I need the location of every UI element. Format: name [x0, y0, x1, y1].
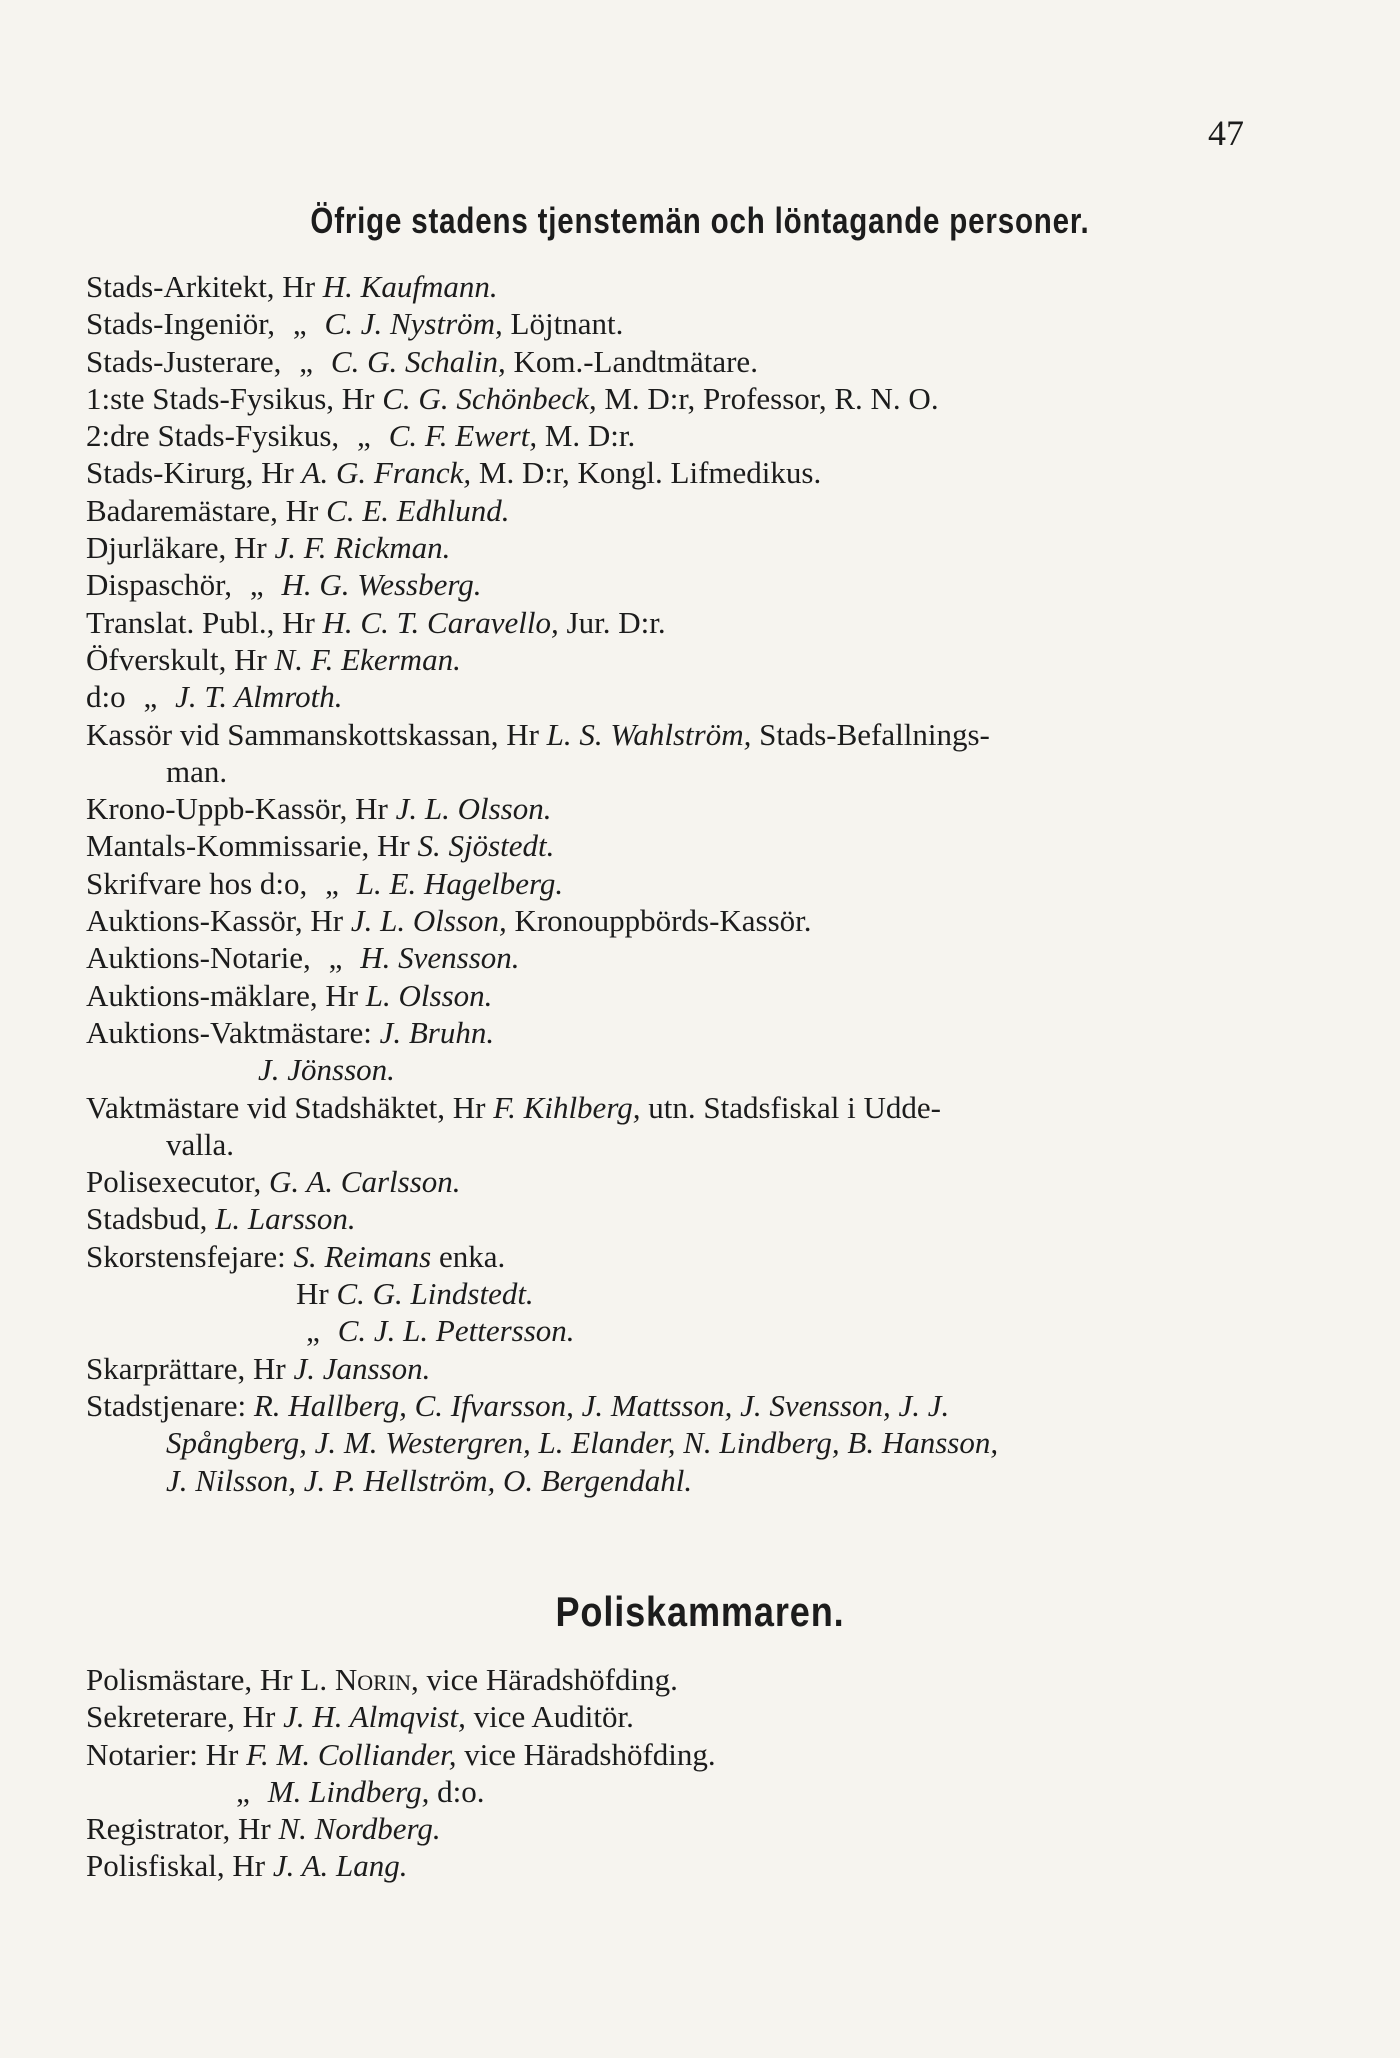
person-name: H. G. Wessberg. [281, 567, 482, 603]
entry-line [86, 1014, 1326, 1051]
entry-line [86, 1312, 1326, 1349]
person-name: J. A. Lang. [272, 1848, 408, 1884]
entry-line [86, 716, 1326, 753]
entry-line [86, 1126, 1326, 1163]
person-name: L. Larsson. [215, 1201, 356, 1237]
entry-line [86, 604, 1326, 641]
person-name: C. J. Nyström, [324, 306, 503, 342]
entry-title: Stadstjenare: [86, 1387, 247, 1423]
entry-line [86, 678, 1326, 715]
person-name: H. Kaufmann. [322, 269, 498, 304]
entry-line [86, 753, 1326, 790]
person-name: F. M. Colliander, [246, 1736, 457, 1772]
entry-line [86, 641, 1326, 678]
poliskammaren-list [86, 1661, 1326, 1885]
person-name: S. Reimans [293, 1238, 432, 1274]
person-name: J. Bruhn. [379, 1014, 495, 1050]
person-name: C. G. Schalin, [330, 343, 506, 379]
entry-line [86, 1462, 1326, 1499]
person-name: J. L. Olsson. [395, 791, 552, 827]
entry-title: Auktions-Vaktmästare: [86, 1014, 372, 1050]
person-name: J. Nilsson, J. P. Hellström, O. Bergendahl. [166, 1462, 693, 1498]
entry-line [86, 1773, 1326, 1810]
entry-line [86, 1238, 1326, 1275]
person-name: R. Hallberg, C. Ifvarsson, J. Mattsson, J. Svensson, J. J. [253, 1387, 950, 1423]
entry-note: vice Häradshöfding. [426, 1662, 678, 1697]
entry-line [86, 1661, 1326, 1698]
person-name: A. G. Franck, [301, 455, 472, 491]
ditto-mark: „ [325, 865, 339, 901]
entry-line [86, 343, 1326, 380]
entry-title: Polisfiskal, Hr [86, 1848, 266, 1884]
entry-title: man. [166, 753, 228, 789]
entry-line [86, 1200, 1326, 1237]
person-name: C. F. Ewert, [388, 418, 538, 454]
person-name: S. Sjöstedt. [417, 828, 555, 864]
person-name: C. G. Schönbeck, [382, 380, 597, 416]
entry-title: Notarier: Hr [86, 1736, 239, 1772]
person-name: L. E. Hagelberg. [356, 865, 564, 901]
ditto-mark: „ [328, 940, 343, 976]
entry-line [86, 529, 1326, 566]
entry-title: Skrifvare hos d:o, [86, 865, 308, 901]
page-number: 47 [1208, 113, 1244, 153]
entry-line [86, 1089, 1326, 1126]
entry-title: Badaremästare, Hr [86, 492, 319, 528]
entry-title: Sekreterare, Hr [86, 1699, 276, 1735]
entry-title: Stads-Ingeniör, [86, 306, 276, 342]
entry-title: d:o [86, 679, 126, 715]
person-name: N. F. Ekerman. [274, 641, 461, 677]
entry-title: valla. [166, 1126, 234, 1162]
person-name: H. Svensson. [360, 940, 520, 976]
person-name: J. Jönsson. [258, 1052, 395, 1088]
entry-title: Vaktmästare vid Stadshäktet, Hr [86, 1089, 486, 1125]
entry-line [86, 1350, 1326, 1387]
entry-title: 2:dre Stads-Fysikus, [86, 418, 340, 454]
entry-title: Skarprättare, Hr [86, 1350, 286, 1386]
entry-title: Djurläkare, Hr [86, 530, 267, 566]
entry-title: Krono-Uppb-Kassör, Hr [86, 791, 388, 827]
entry-line [86, 492, 1326, 529]
section-heading-poliskammaren: Poliskammaren. [555, 1588, 845, 1635]
entry-line [86, 1847, 1326, 1884]
entry-title: Translat. Publ., Hr [86, 604, 315, 640]
entry-title: Polismästare, Hr L. [86, 1662, 328, 1697]
person-name: N. Nordberg. [278, 1811, 441, 1847]
entry-title: Hr [296, 1276, 329, 1312]
entry-title: Registrator, Hr [86, 1811, 271, 1847]
entry-line [86, 566, 1326, 603]
person-name: J. Jansson. [293, 1350, 431, 1386]
entry-title: Öfverskult, Hr [86, 641, 267, 677]
person-name: L. Olsson. [365, 977, 493, 1013]
entry-title: Stads-Kirurg, Hr [86, 455, 294, 491]
ditto-mark: „ [299, 343, 314, 379]
person-name: H. C. T. Caravello, [322, 604, 559, 640]
entry-note: enka. [438, 1238, 506, 1274]
person-name: J. L. Olsson, [350, 903, 507, 939]
person-name: C. G. Lindstedt. [336, 1276, 534, 1312]
entry-title: Stadsbud, [86, 1201, 208, 1237]
person-name: Norin, [334, 1662, 419, 1697]
entry-line [86, 939, 1326, 976]
entry-title: Auktions-Kassör, Hr [86, 903, 344, 939]
entry-title: Auktions-Notarie, [86, 940, 311, 976]
entry-title: Skorstensfejare: [86, 1238, 286, 1274]
entry-line [86, 1698, 1326, 1735]
entry-line [86, 1163, 1326, 1200]
entry-line [86, 1424, 1326, 1461]
person-name: J. F. Rickman. [274, 530, 451, 566]
entry-line [86, 380, 1326, 417]
entry-line [86, 1736, 1326, 1773]
entry-note: M. D:r, Kongl. Lifmedikus. [478, 455, 822, 491]
entry-line [86, 305, 1326, 342]
entry-note: Löjtnant. [510, 306, 624, 342]
entry-line [86, 902, 1326, 939]
entry-line [86, 417, 1326, 454]
entry-title: Dispaschör, [86, 567, 232, 603]
officials-list [86, 268, 1326, 1499]
entry-note: Stads-Befallnings- [759, 716, 990, 752]
entry-note: utn. Stadsfiskal i Udde- [648, 1089, 941, 1125]
person-name: G. A. Carlsson. [269, 1164, 461, 1200]
entry-title: 1:ste Stads-Fysikus, Hr [86, 380, 375, 416]
person-name: Spångberg, J. M. Westergren, L. Elander, N. Lindberg, B. Hansson, [166, 1425, 999, 1461]
ditto-mark: „ [306, 1313, 320, 1349]
entry-title: Stads-Justerare, [86, 343, 282, 379]
person-name: L. S. Wahlström, [546, 716, 752, 752]
entry-note: d:o. [437, 1773, 485, 1809]
entry-line [86, 1051, 1326, 1088]
person-name: F. Kihlberg, [493, 1089, 641, 1125]
entry-title: Polisexecutor, [86, 1164, 262, 1200]
entry-note: M. D:r, Professor, R. N. O. [604, 380, 939, 416]
entry-line [86, 268, 1326, 305]
entry-line [86, 1810, 1326, 1847]
entry-note: M. D:r. [544, 418, 636, 454]
entry-line [86, 977, 1326, 1014]
ditto-mark: „ [292, 306, 307, 342]
entry-note: vice Häradshöfding. [464, 1736, 716, 1772]
person-name: C. J. L. Pettersson. [337, 1313, 575, 1349]
entry-note: Kronouppbörds-Kassör. [514, 903, 812, 939]
person-name: J. H. Almqvist, [283, 1699, 466, 1735]
entry-line [86, 1275, 1326, 1312]
ditto-mark: „ [236, 1773, 250, 1809]
entry-note: Kom.-Landtmätare. [513, 343, 758, 379]
entry-title: Stads-Arkitekt, Hr [86, 269, 316, 304]
ditto-mark: „ [143, 679, 158, 715]
entry-line [86, 827, 1326, 864]
entry-note: Jur. D:r. [566, 604, 666, 640]
entry-line [86, 454, 1326, 491]
entry-line [86, 865, 1326, 902]
entry-note: vice Auditör. [473, 1699, 634, 1735]
entry-line [86, 790, 1326, 827]
person-name: M. Lindberg, [267, 1773, 430, 1809]
ditto-mark: „ [357, 418, 371, 454]
entry-title: Mantals-Kommissarie, Hr [86, 828, 410, 864]
person-name: C. E. Edhlund. [326, 492, 510, 528]
section-heading-officials: Öfrige stadens tjenstemän och löntagande personer. [310, 200, 1090, 241]
entry-title: Auktions-mäklare, Hr [86, 977, 359, 1013]
ditto-mark: „ [249, 567, 264, 603]
person-name: J. T. Almroth. [175, 679, 343, 715]
entry-line [86, 1387, 1326, 1424]
entry-title: Kassör vid Sammanskottskassan, Hr [86, 716, 539, 752]
